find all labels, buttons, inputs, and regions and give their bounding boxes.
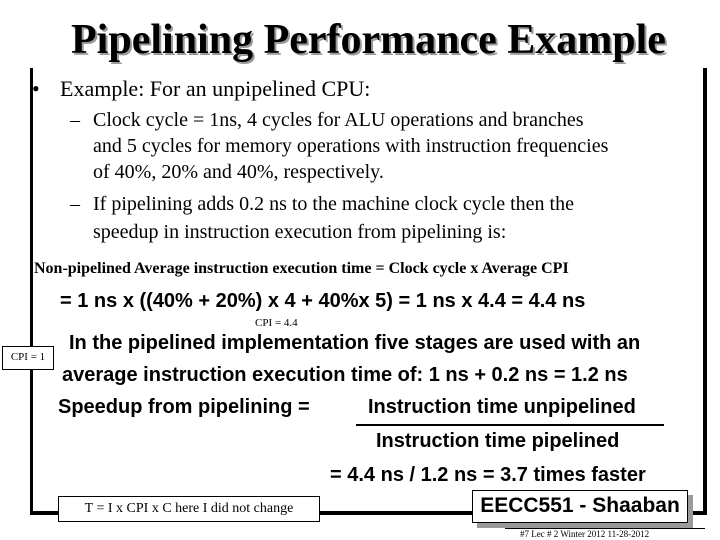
time-equation-note: T = I x CPI x C here I did not change [58,496,320,522]
pipelining-line-2: speedup in instruction execution from pipelining is: [93,221,507,243]
calc-line: = 1 ns x ((40% + 20%) x 4 + 40%x 5) = 1 ns x 4.4 = 4.4 ns [60,290,586,312]
clock-cycle-line-3: of 40%, 20% and 40%, respectively. [93,161,384,183]
cpi-4-4-note: CPI = 4.4 [255,317,298,329]
clock-cycle-line-2: and 5 cycles for memory operations with instruction frequencies [93,135,609,157]
speedup-result: = 4.4 ns / 1.2 ns = 3.7 times faster [330,464,646,486]
fraction-rule [356,424,664,426]
sub-bullet-dash-2: – [70,193,80,215]
nonpipelined-formula: Non-pipelined Average instruction execution time = Clock cycle x Average CPI [34,260,569,277]
slide-title-text: Pipelining Performance Example [67,17,670,63]
slide-title [30,12,707,68]
pipelining-line-1: If pipelining adds 0.2 ns to the machine clock cycle then the [93,193,574,215]
speedup-numerator: Instruction time unpipelined [368,396,636,418]
clock-cycle-line-1: Clock cycle = 1ns, 4 cycles for ALU operations and branches [93,109,584,131]
example-heading: Example: For an unpipelined CPU: [60,76,371,101]
course-brand: EECC551 - Shaaban [472,490,688,523]
cpi-1-note: CPI = 1 [2,346,54,370]
speedup-denominator: Instruction time pipelined [376,430,620,452]
slide-footer: #7 Lec # 2 Winter 2012 11-28-2012 [520,529,650,539]
sub-bullet-dash-1: – [70,109,80,131]
speedup-label: Speedup from pipelining = [58,396,310,418]
pipelined-line-1: In the pipelined implementation five stages are used with an [69,332,641,354]
bullet-dot: • [32,76,40,101]
pipelined-line-2: average instruction execution time of: 1 ns + 0.2 ns = 1.2 ns [62,364,628,386]
